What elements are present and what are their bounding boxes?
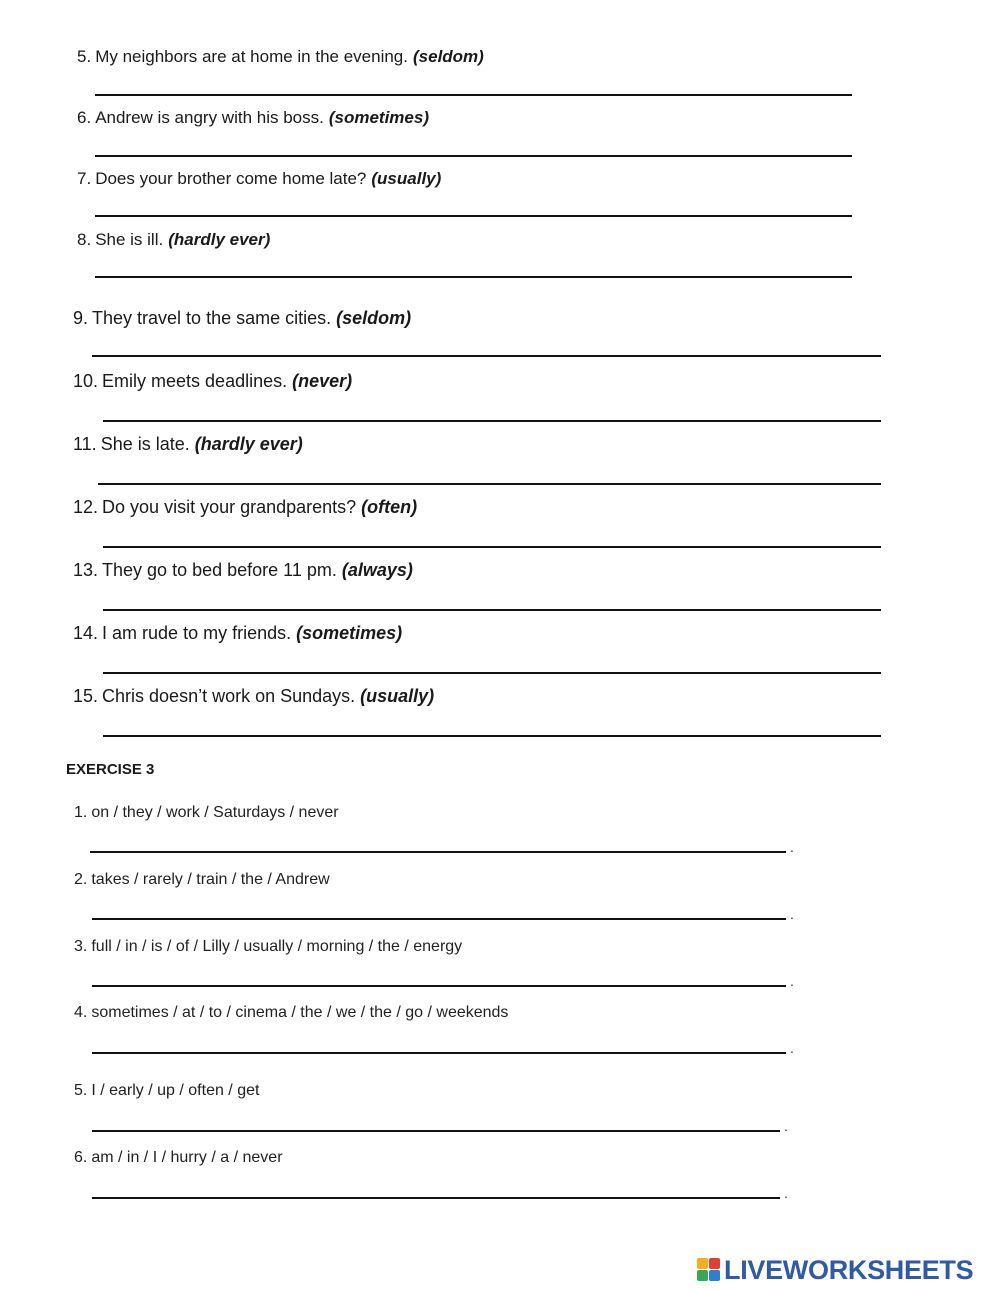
adverb-hint: (never) bbox=[292, 371, 353, 391]
adverb-hint: (seldom) bbox=[413, 47, 484, 66]
question-text: My neighbors are at home in the evening. bbox=[95, 47, 408, 66]
logo-block bbox=[697, 1258, 708, 1269]
answer-line-ex3-1[interactable] bbox=[90, 851, 786, 853]
answer-line-12[interactable] bbox=[103, 546, 881, 548]
answer-line-ex3-6[interactable] bbox=[92, 1197, 780, 1199]
question-15: 15. Chris doesn’t work on Sundays. (usually) bbox=[73, 686, 435, 706]
adverb-hint: (always) bbox=[341, 560, 413, 580]
question-11: 11. She is late. (hardly ever) bbox=[73, 434, 303, 454]
adverb-hint: (sometimes) bbox=[328, 108, 429, 127]
question-text: Emily meets deadlines. bbox=[102, 371, 288, 391]
liveworksheets-blocks-icon bbox=[697, 1258, 721, 1282]
question-text: Does your brother come home late? bbox=[95, 169, 367, 188]
answer-line-7[interactable] bbox=[95, 215, 852, 217]
adverb-hint: (usually) bbox=[371, 169, 442, 188]
question-5: 5. My neighbors are at home in the evening. (seldom) bbox=[77, 47, 484, 66]
question-9: 9. They travel to the same cities. (seldom) bbox=[73, 308, 412, 328]
adverb-hint: (often) bbox=[361, 497, 418, 517]
scramble-words: takes / rarely / train / the / Andrew bbox=[91, 871, 330, 888]
adverb-hint: (usually) bbox=[360, 686, 435, 706]
exercise-3-title: EXERCISE 3 bbox=[66, 761, 155, 778]
answer-line-14[interactable] bbox=[103, 672, 881, 674]
question-text: I am rude to my friends. bbox=[102, 623, 292, 643]
end-period: . bbox=[784, 1185, 788, 1201]
question-text: Andrew is angry with his boss. bbox=[95, 108, 324, 127]
question-text: She is late. bbox=[100, 434, 190, 454]
adverb-hint: (sometimes) bbox=[296, 623, 403, 643]
end-period: . bbox=[790, 1040, 794, 1056]
question-10: 10. Emily meets deadlines. (never) bbox=[73, 371, 353, 391]
scramble-words: on / they / work / Saturdays / never bbox=[91, 804, 339, 821]
adverb-hint: (hardly ever) bbox=[194, 434, 303, 454]
scramble-5: 5. I / early / up / often / get bbox=[74, 1082, 260, 1099]
end-period: . bbox=[790, 906, 794, 922]
scramble-words: full / in / is / of / Lilly / usually / morning / the / energy bbox=[91, 938, 463, 955]
answer-line-6[interactable] bbox=[95, 155, 852, 157]
liveworksheets-logo[interactable] bbox=[697, 1255, 973, 1285]
logo-block bbox=[697, 1270, 708, 1281]
logo-block bbox=[709, 1258, 720, 1269]
answer-line-5[interactable] bbox=[95, 94, 852, 96]
answer-line-11[interactable] bbox=[98, 483, 881, 485]
brand-name: LIVEWORKSHEETS bbox=[724, 1255, 974, 1285]
end-period: . bbox=[790, 839, 794, 855]
answer-line-8[interactable] bbox=[95, 276, 852, 278]
question-13: 13. They go to bed before 11 pm. (always) bbox=[73, 560, 413, 580]
adverb-hint: (seldom) bbox=[336, 308, 412, 328]
answer-line-ex3-5[interactable] bbox=[92, 1130, 780, 1132]
adverb-hint: (hardly ever) bbox=[168, 230, 271, 249]
scramble-6: 6. am / in / I / hurry / a / never bbox=[74, 1149, 283, 1166]
scramble-words: I / early / up / often / get bbox=[91, 1082, 260, 1099]
question-7: 7. Does your brother come home late? (usually) bbox=[77, 169, 442, 188]
scramble-4: 4. sometimes / at / to / cinema / the / we / the / go / weekends bbox=[74, 1004, 509, 1021]
question-12: 12. Do you visit your grandparents? (often) bbox=[73, 497, 418, 517]
scramble-2: 2. takes / rarely / train / the / Andrew bbox=[74, 871, 330, 888]
question-text: Do you visit your grandparents? bbox=[102, 497, 357, 517]
end-period: . bbox=[790, 973, 794, 989]
answer-line-13[interactable] bbox=[103, 609, 881, 611]
scramble-words: sometimes / at / to / cinema / the / we / the / go / weekends bbox=[91, 1004, 509, 1021]
answer-line-ex3-2[interactable] bbox=[92, 918, 786, 920]
answer-line-ex3-3[interactable] bbox=[92, 985, 786, 987]
scramble-1: 1. on / they / work / Saturdays / never bbox=[74, 804, 339, 821]
question-14: 14. I am rude to my friends. (sometimes) bbox=[73, 623, 403, 643]
question-6: 6. Andrew is angry with his boss. (sometimes) bbox=[77, 108, 429, 127]
answer-line-ex3-4[interactable] bbox=[92, 1052, 786, 1054]
answer-line-9[interactable] bbox=[92, 355, 881, 357]
question-text: She is ill. bbox=[95, 230, 164, 249]
question-text: They travel to the same cities. bbox=[92, 308, 332, 328]
question-text: They go to bed before 11 pm. bbox=[102, 560, 337, 580]
answer-line-15[interactable] bbox=[103, 735, 881, 737]
scramble-3: 3. full / in / is / of / Lilly / usually / morning / the / energy bbox=[74, 938, 463, 955]
answer-line-10[interactable] bbox=[103, 420, 881, 422]
logo-block bbox=[709, 1270, 720, 1281]
end-period: . bbox=[784, 1118, 788, 1134]
question-8: 8. She is ill. (hardly ever) bbox=[77, 230, 271, 249]
question-text: Chris doesn’t work on Sundays. bbox=[102, 686, 356, 706]
scramble-words: am / in / I / hurry / a / never bbox=[91, 1149, 283, 1166]
